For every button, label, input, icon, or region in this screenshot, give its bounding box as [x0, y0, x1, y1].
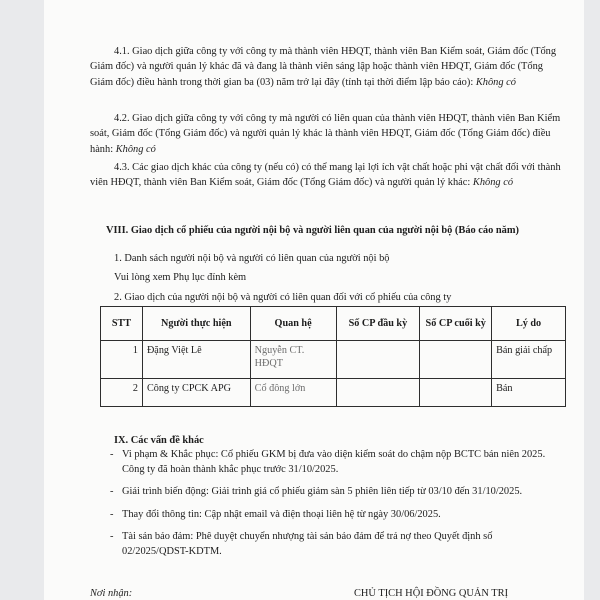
item-4-1-text: 4.1. Giao dịch giữa công ty với công ty mà thành viên HĐQT, thành viên Ban Kiểm soát, Giám đốc (Tổng Giám đốc) và người quản lý khác đã và đang là thành viên sáng lập hoặc thành viên HĐQT, Giám đốc (Tổng Giám đốc) điều hành trong thời gian ba (03) năm trở lại đây (tính tại thời điểm lập báo cáo): — [90, 46, 557, 88]
header-start-shares: Số CP đầu kỳ — [336, 307, 420, 341]
section-8-heading: VIII. Giao dịch cổ phiếu của người nội bộ và người liên quan của người nội bộ (Báo cáo năm) — [106, 225, 519, 236]
header-relation: Quan hệ — [250, 307, 336, 341]
list-item: - Giải trình biến động: Giải trình giá cổ phiếu giảm sàn 5 phiên liên tiếp từ 03/10 đến 31/10/2025. — [106, 485, 560, 500]
item-4-3 — [90, 160, 565, 191]
item-4-3-text: 4.3. Các giao dịch khác của công ty (nếu có) có thể mang lại lợi ích vật chất hoặc phi vật chất đối với thành viên HĐQT, thành viên Ban Kiểm soát, Giám đốc (Tổng Giám đốc) và người quản lý khác: — [90, 162, 561, 189]
cell-reason: Bán — [492, 379, 566, 407]
table-header-row — [101, 307, 566, 341]
cell-person: Đặng Việt Lê — [142, 341, 250, 379]
item-4-1 — [90, 44, 565, 90]
table-row — [101, 341, 566, 379]
document-page — [44, 0, 584, 600]
item-4-1-value: Không có — [475, 76, 516, 88]
section-9-heading: IX. Các vấn đề khác — [114, 435, 204, 446]
cell-start-shares — [336, 341, 420, 379]
cell-relation: Nguyễn CT. HĐQT — [250, 341, 336, 379]
header-stt: STT — [101, 307, 143, 341]
section-8-item-2: 2. Giao dịch của người nội bộ và người có liên quan đối với cổ phiếu của công ty — [114, 292, 452, 303]
table-row — [101, 379, 566, 407]
list-item: - Thay đổi thông tin: Cập nhật email và điện thoại liên hệ từ ngày 30/06/2025. — [106, 508, 560, 523]
cell-end-shares — [420, 379, 492, 407]
item-4-2-value: Không có — [115, 143, 156, 155]
cell-reason: Bán giải chấp — [492, 341, 566, 379]
header-person: Người thực hiện — [142, 307, 250, 341]
recipients-label: Nơi nhận: — [90, 588, 133, 599]
insider-transactions-table — [100, 306, 566, 407]
item-4-2 — [90, 111, 565, 157]
appendix-note: Vui lòng xem Phụ lục đính kèm — [114, 272, 247, 283]
cell-relation: Cổ đông lớn — [250, 379, 336, 407]
item-4-3-value: Không có — [472, 177, 514, 189]
header-end-shares: Số CP cuối kỳ — [420, 307, 492, 341]
cell-start-shares — [336, 379, 420, 407]
cell-stt: 2 — [101, 379, 143, 407]
cell-end-shares — [420, 341, 492, 379]
list-item: - Vi phạm & Khắc phục: Cổ phiếu GKM bị đưa vào diện kiểm soát do chậm nộp BCTC bán niên 2025. Công ty đã hoàn thành khắc phục trước 31/10/2025. — [106, 448, 560, 477]
header-reason: Lý do — [492, 307, 566, 341]
list-item: - Tài sản bảo đảm: Phê duyệt chuyển nhượng tài sản bảo đảm để trả nợ theo Quyết định số 02/2025/QDST-KDTM. — [106, 530, 560, 559]
section-8-item-1: 1. Danh sách người nội bộ và người có liên quan của người nội bộ — [114, 253, 390, 264]
item-4-2-text: 4.2. Giao dịch giữa công ty với công ty mà người có liên quan của thành viên HĐQT, thành viên Ban Kiểm soát, Giám đốc (Tổng Giám đốc) và người quản lý khác là thành viên HĐQT, Giám đốc (Tổng Giám đốc) điều hành: — [90, 113, 561, 155]
cell-stt: 1 — [101, 341, 143, 379]
other-issues-list — [106, 448, 560, 568]
signer-title: CHỦ TỊCH HỘI ĐỒNG QUẢN TRỊ — [354, 588, 509, 599]
cell-person: Công ty CPCK APG — [142, 379, 250, 407]
